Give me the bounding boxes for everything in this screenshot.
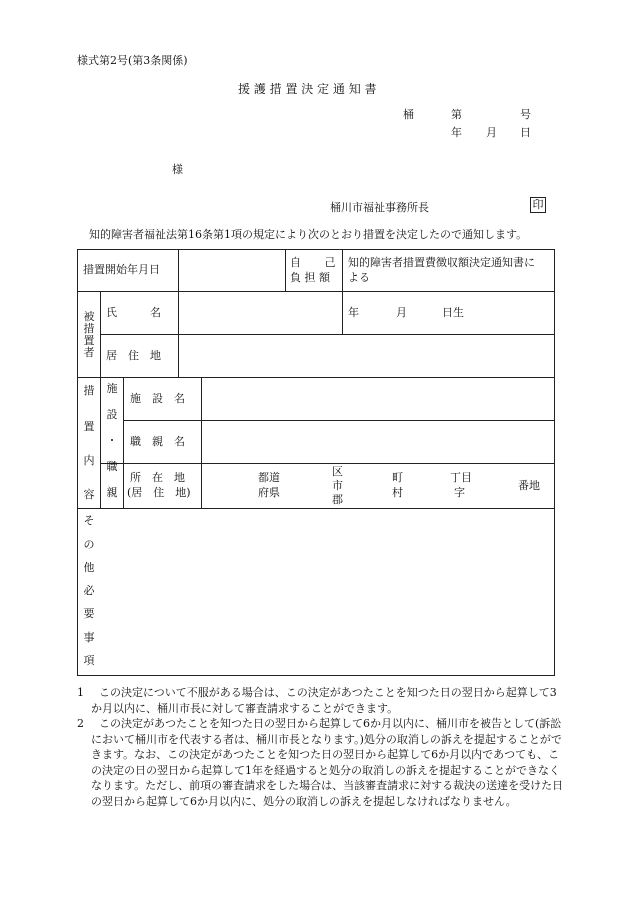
- burden-label-line1: 自 己: [290, 256, 336, 269]
- facility-group-char: 職: [106, 460, 118, 473]
- residence-label: 居 住 地: [106, 349, 161, 362]
- birth-day: 日生: [442, 306, 464, 319]
- location-label-line2: (居 住 地): [127, 486, 191, 499]
- seal-stamp: 印: [530, 197, 546, 213]
- note-number: 1: [77, 686, 84, 699]
- burden-label-line2: 負 担 額: [290, 271, 330, 284]
- other-group-char: 要: [83, 607, 95, 620]
- birth-year: 年: [348, 306, 359, 319]
- other-group-char: 必: [83, 584, 95, 597]
- burden-value-line2: よる: [348, 271, 370, 284]
- chome-label: 丁目: [450, 471, 472, 484]
- prefecture-line1: 都道: [258, 471, 280, 484]
- prefecture-line2: 府県: [258, 486, 280, 499]
- doc-ref-go: 号: [520, 108, 531, 121]
- content-group-char: 置: [83, 420, 95, 433]
- content-group-char: 措: [83, 384, 95, 397]
- doc-ref-dai: 第: [451, 108, 462, 121]
- other-group-char: 項: [83, 654, 95, 667]
- note-item: [77, 685, 567, 716]
- foster-name-label: 職 親 名: [130, 435, 185, 448]
- facility-group-char: 施: [106, 382, 118, 395]
- document-title: 援 護 措 置 決 定 通 知 書: [238, 82, 377, 96]
- addressee-suffix: 様: [172, 163, 183, 176]
- other-group-char: そ: [83, 514, 95, 527]
- name-label: 氏 名: [106, 306, 161, 319]
- date-day: 日: [520, 126, 531, 139]
- subject-group-char: 置: [83, 334, 95, 347]
- location-label-line1: 所 在 地: [130, 471, 185, 484]
- note-text: この決定があつたことを知つた日の翌日から起算して6か月以内に、桶川市を被告として(訴訟において桶川市を代表する者は、桶川市長となります。)処分の取消しの訴えを提起することができます。なお、この決定があつたことを知つた日の翌日から起算して6か月以内であつても、この決定の日の翌日から起算して1年を経過すると処分の取消しの訴えを提起することができなくなります。ただし、前項の審査請求をした場合は、当該審査請求に対する裁決の送達を受けた日の翌日から起算して6か月以内に、処分の取消しの訴えを提起しなければなりません。: [91, 717, 564, 808]
- facility-group-char: ・: [106, 434, 118, 447]
- issuer-name: 桶川市福祉事務所長: [330, 201, 429, 214]
- intro-text: 知的障害者福祉法第16条第1項の規定により次のとおり措置を決定したので通知します。: [89, 228, 528, 241]
- subject-group-char: 措: [83, 322, 95, 335]
- content-group-char: 容: [83, 488, 95, 501]
- gun-label: 郡: [332, 493, 343, 506]
- ku-label: 区: [332, 465, 343, 478]
- date-month: 月: [486, 126, 497, 139]
- mura-label: 村: [392, 486, 403, 499]
- machi-label: 町: [392, 471, 403, 484]
- form-table: [77, 249, 555, 676]
- date-year: 年: [451, 126, 462, 139]
- banchi-label: 番地: [518, 479, 540, 492]
- doc-ref-prefix: 桶: [403, 108, 414, 121]
- notes: [77, 685, 567, 809]
- other-group-char: 事: [83, 631, 95, 644]
- burden-value-line1: 知的障害者措置費徴収額決定通知書に: [348, 256, 535, 269]
- other-group-char: 他: [83, 561, 95, 574]
- other-group-char: の: [83, 538, 95, 551]
- content-group-char: 内: [83, 454, 95, 467]
- start-date-label: 措置開始年月日: [83, 263, 160, 276]
- subject-group-char: 者: [83, 346, 95, 359]
- facility-group-char: 親: [106, 486, 118, 499]
- form-number: 様式第2号(第3条関係): [77, 54, 188, 67]
- note-number: 2: [77, 717, 84, 730]
- aza-label: 字: [454, 486, 465, 499]
- facility-group-char: 設: [106, 408, 118, 421]
- subject-group-char: 被: [83, 310, 95, 323]
- note-text: この決定について不服がある場合は、この決定があつたことを知つた日の翌日から起算して3か月以内に、桶川市長に対して審査請求することができます。: [91, 686, 557, 715]
- shi-label: 市: [332, 479, 343, 492]
- note-item: [77, 716, 567, 809]
- birth-month: 月: [396, 306, 407, 319]
- facility-name-label: 施 設 名: [130, 392, 185, 405]
